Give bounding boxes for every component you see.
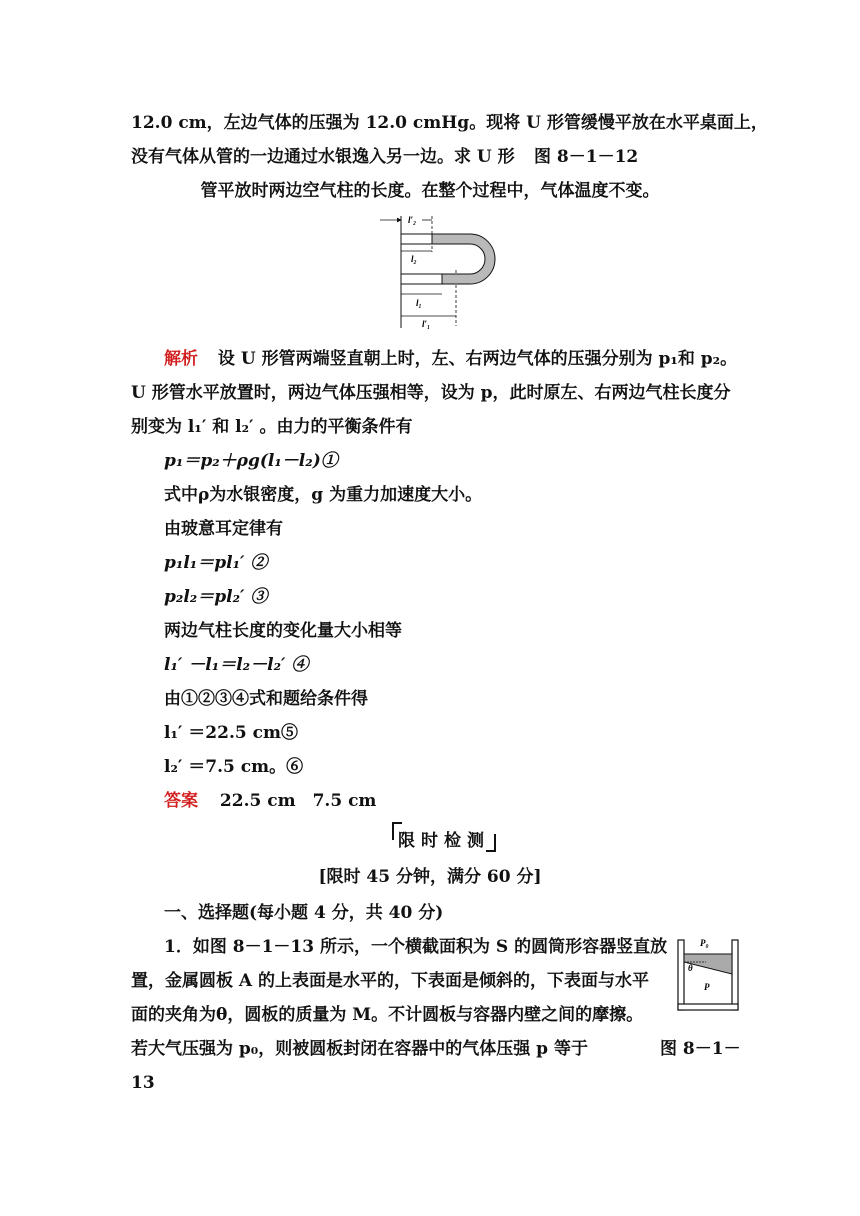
solution-text-4: 由①②③④式和题给条件得 <box>164 689 368 709</box>
solution-tag: 解析 <box>164 349 198 369</box>
label-l1-prime: l′₁ <box>422 319 431 329</box>
section-banner-text: 限时检测 <box>398 831 490 851</box>
u-tube-figure <box>370 212 510 334</box>
figure-13-caption-continued: 13 <box>131 1073 155 1093</box>
question-1-line-4: 若大气压强为 p₀，则被圆板封闭在容器中的气体压强 p 等于 <box>131 1039 588 1059</box>
solution-line-3: 别变为 l₁′ 和 l₂′ 。由力的平衡条件有 <box>131 417 413 437</box>
equation-1: p₁＝p₂＋ρg(l₁－l₂)① <box>164 451 338 471</box>
upper-gas-column <box>401 234 432 244</box>
equation-2: p₁l₁＝pl₁′ ② <box>164 553 268 573</box>
label-l1: l₁ <box>416 298 422 308</box>
problem-line-3: 管平放时两边空气柱的长度。在整个过程中，气体温度不变。 <box>200 181 660 201</box>
label-p: P <box>704 982 710 992</box>
equation-5: l₁′ ＝22.5 cm⑤ <box>164 723 298 743</box>
label-theta: θ <box>688 963 693 973</box>
solution-line-1: 设 U 形管两端竖直朝上时，左、右两边气体的压强分别为 p₁和 p₂。 <box>217 349 738 369</box>
problem-line-1: 12.0 cm，左边气体的压强为 12.0 cmHg。现将 U 形管缓慢平放在水平桌面上， <box>131 113 768 133</box>
lower-gas-column <box>401 274 442 284</box>
problem-line-2: 没有气体从管的一边通过水银逸入另一边。求 U 形 <box>131 147 515 167</box>
question-1-line-3: 面的夹角为θ，圆板的质量为 M。不计圆板与容器内壁之间的摩擦。 <box>131 1005 644 1025</box>
solution-text-3: 两边气柱长度的变化量大小相等 <box>164 621 402 641</box>
label-p0: P₀ <box>700 938 709 948</box>
equation-4: l₁′ －l₁＝l₂－l₂′ ④ <box>164 655 309 675</box>
answer-tag: 答案 <box>164 791 198 811</box>
cylinder-figure <box>676 934 748 1014</box>
question-1-line-2: 置，金属圆板 A 的上表面是水平的，下表面是倾斜的，下表面与水平 <box>131 971 650 991</box>
answer-value: 22.5 cm 7.5 cm <box>219 791 377 811</box>
figure-12-caption: 图 8－1－12 <box>534 147 639 167</box>
question-1-line-1: 1．如图 8－1－13 所示，一个横截面积为 S 的圆筒形容器竖直放 <box>164 937 668 957</box>
label-l2: l₂ <box>411 254 417 264</box>
time-limit: [限时 45 分钟，满分 60 分] <box>318 867 542 887</box>
equation-6: l₂′ ＝7.5 cm。⑥ <box>164 757 304 777</box>
equation-3: p₂l₂＝pl₂′ ③ <box>164 587 268 607</box>
solution-text-2: 由玻意耳定律有 <box>164 519 283 539</box>
figure-13-caption: 图 8－1－ <box>660 1039 741 1059</box>
section-banner <box>388 822 500 852</box>
section-heading: 一、选择题(每小题 4 分，共 40 分) <box>164 903 444 923</box>
label-l2-prime: l′₂ <box>408 215 417 225</box>
solution-line-2: U 形管水平放置时，两边气体压强相等，设为 p，此时原左、右两边气柱长度分 <box>131 383 731 403</box>
solution-text-1: 式中ρ为水银密度，g 为重力加速度大小。 <box>164 485 483 505</box>
